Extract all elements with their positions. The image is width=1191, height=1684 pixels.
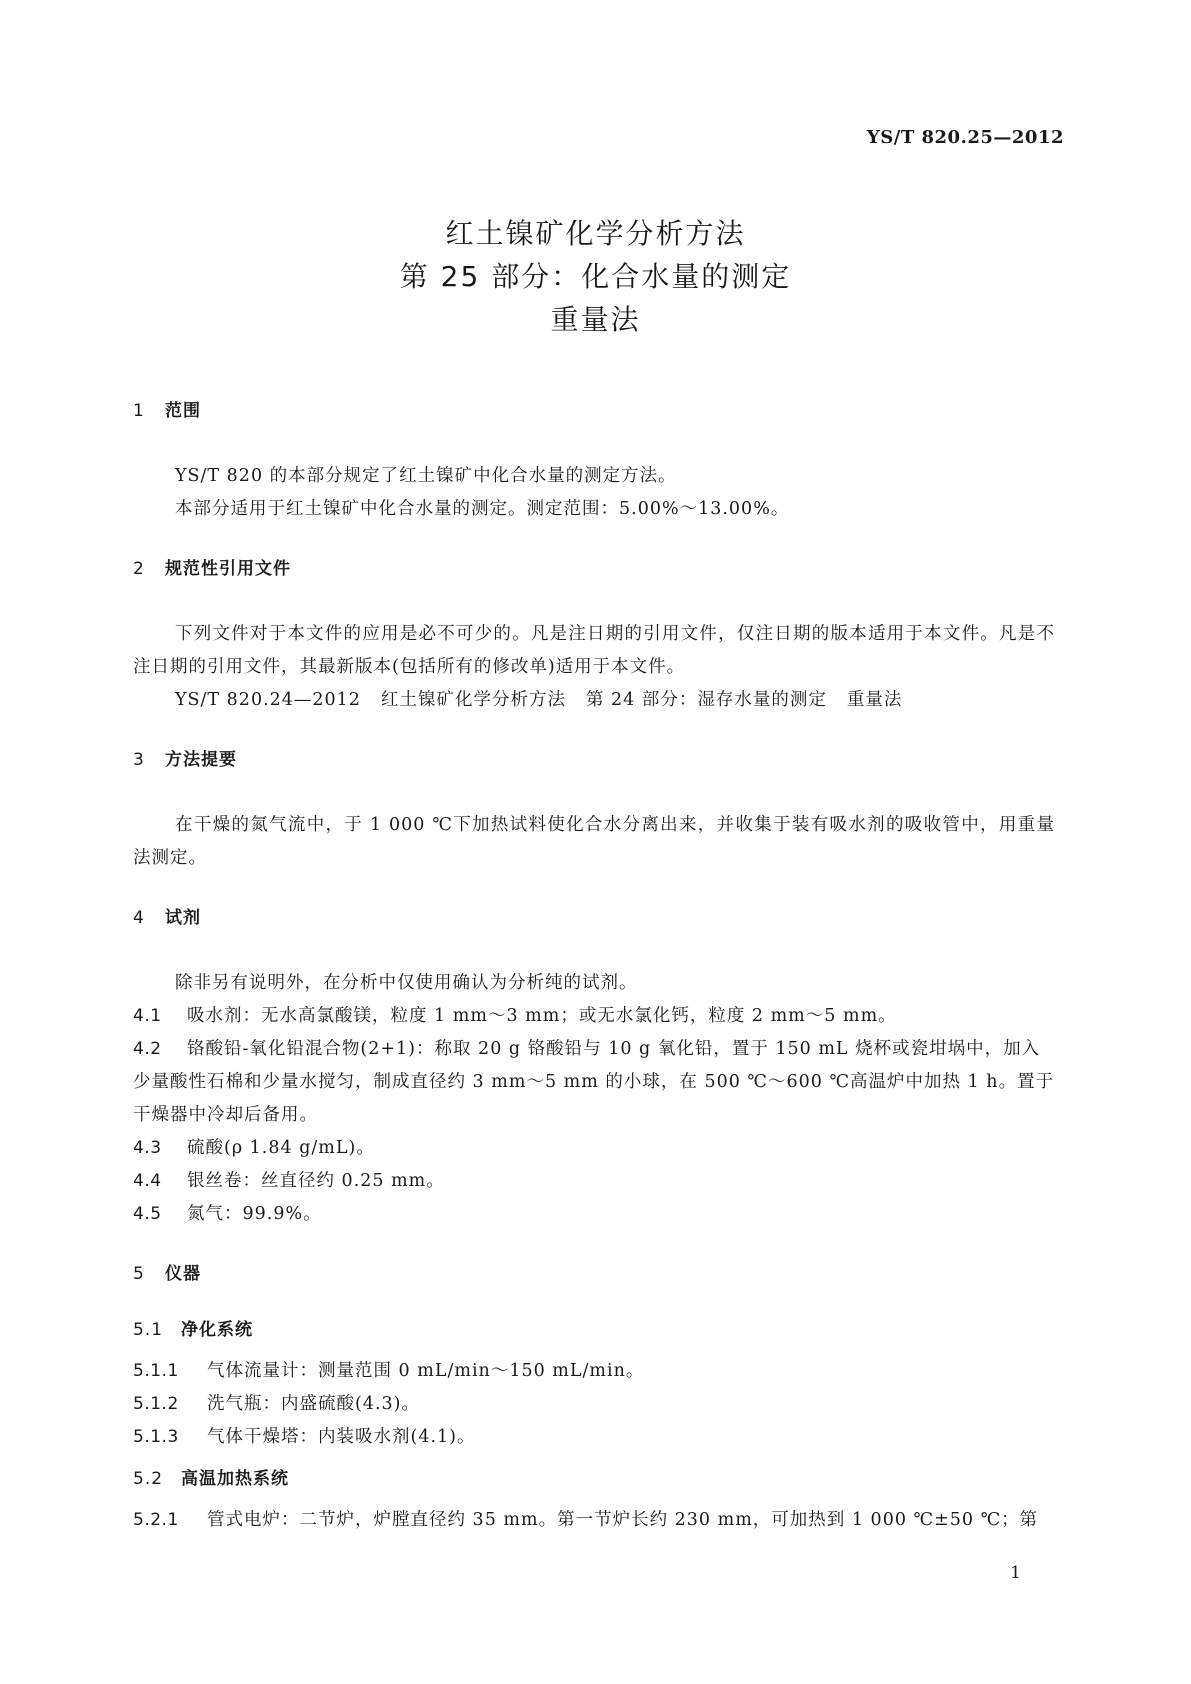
subsection-5-1-heading: 5.1 净化系统 [133,1320,253,1340]
section-2-heading: 2 规范性引用文件 [133,559,291,579]
reagent-item: 4.1 吸水剂：无水高氯酸镁，粒度 1 mm～3 mm；或无水氯化钙，粒度 2 mm～5 mm。 [133,1006,897,1026]
document-body [133,398,1055,1537]
section-1-paragraph: YS/T 820 的本部分规定了红土镍矿中化合水量的测定方法。 [175,466,677,486]
subsection-5-2-heading: 5.2 高温加热系统 [133,1469,289,1489]
title-line-2: 第 25 部分：化合水量的测定 [399,260,792,293]
section-4-heading: 4 试剂 [133,908,201,928]
section-5-heading: 5 仪器 [133,1264,201,1284]
document-title [0,212,1191,341]
reagent-item: 4.5 氮气：99.9%。 [133,1204,322,1224]
apparatus-item: 5.2.1 管式电炉：二节炉，炉膛直径约 35 mm。第一节炉长约 230 mm，可加热到 1 000 ℃±50 ℃；第 [133,1510,1039,1530]
section-1-heading: 1 范围 [133,401,201,421]
page-number: 1 [1010,1563,1021,1583]
title-line-1: 红土镍矿化学分析方法 [445,217,746,250]
apparatus-item: 5.1.3 气体干燥塔：内装吸水剂(4.1)。 [133,1427,476,1447]
standard-number: YS/T 820.25—2012 [866,127,1064,148]
reagent-item: 4.2 铬酸铅-氧化铅混合物(2+1)：称取 20 g 铬酸铅与 10 g 氧化铅，置于 150 mL 烧杯或瓷坩埚中，加入少量酸性石棉和少量水搅匀，制成直径约 3 mm～5 mm 的小球，在 500 ℃～600 ℃高温炉中加热 1 h。置于干燥器中冷却后备用。 [133,1039,1055,1125]
reagent-item: 4.4 银丝卷：丝直径约 0.25 mm。 [133,1171,445,1191]
apparatus-item: 5.1.1 气体流量计：测量范围 0 mL/min～150 mL/min。 [133,1361,645,1381]
section-3-paragraph: 在干燥的氮气流中，于 1 000 ℃下加热试料使化合水分离出来，并收集于装有吸水剂的吸收管中，用重量法测定。 [133,815,1055,868]
section-1-paragraph: 本部分适用于红土镍矿中化合水量的测定。测定范围：5.00%～13.00%。 [175,499,790,519]
title-line-3: 重量法 [550,303,641,336]
section-3-heading: 3 方法提要 [133,750,237,770]
normative-reference: YS/T 820.24—2012 红土镍矿化学分析方法 第 24 部分：湿存水量的测定 重量法 [175,690,903,710]
reagent-item: 4.3 硫酸(ρ 1.84 g/mL)。 [133,1138,375,1158]
apparatus-item: 5.1.2 洗气瓶：内盛硫酸(4.3)。 [133,1394,420,1414]
section-4-intro: 除非另有说明外，在分析中仅使用确认为分析纯的试剂。 [175,973,638,993]
section-2-paragraph: 下列文件对于本文件的应用是必不可少的。凡是注日期的引用文件，仅注日期的版本适用于本文件。凡是不注日期的引用文件，其最新版本(包括所有的修改单)适用于本文件。 [133,624,1055,677]
